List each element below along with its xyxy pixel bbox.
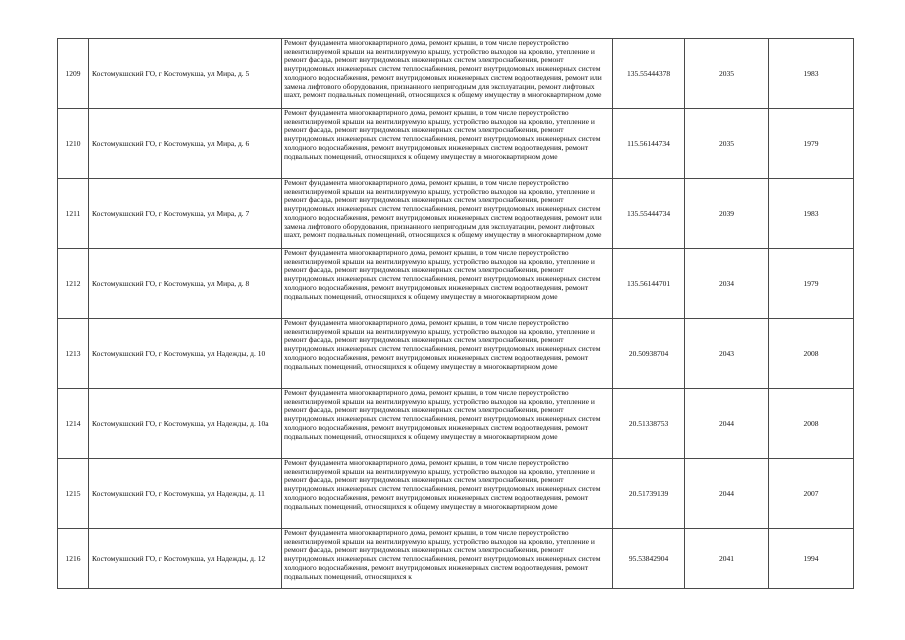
works-cell bbox=[282, 39, 613, 109]
cost-cell: 135.55444378 bbox=[613, 39, 685, 109]
address-cell: Костомукшский ГО, г Костомукша, ул Мира, д. 7 bbox=[89, 179, 282, 249]
planned-year-cell: 2044 bbox=[685, 389, 769, 459]
table-row bbox=[58, 109, 854, 179]
works-text: Ремонт фундамента многоквартирного дома, ремонт крыши, в том числе переустройство невентилируемой крыши на вентилируемую крышу, устройство выходов на кровлю, утепление и ремонт фасада, ремонт внутридомовых инженерных систем электроснабжения, ремонт внутридомовых инженерных систем теплоснабжения, ремонт внутридомовых инженерных систем холодного водоснабжения, ремонт внутридомовых инженерных систем водоотведения, ремонт подвальных помещений, относящихся к общему имуществу в многоквартирном доме bbox=[284, 319, 601, 371]
built-year-cell: 2008 bbox=[769, 389, 854, 459]
table-row bbox=[58, 459, 854, 529]
built-year-cell: 2008 bbox=[769, 319, 854, 389]
built-year-cell: 1983 bbox=[769, 39, 854, 109]
works-cell bbox=[282, 459, 613, 529]
works-text: Ремонт фундамента многоквартирного дома, ремонт крыши, в том числе переустройство невентилируемой крыши на вентилируемую крышу, устройство выходов на кровлю, утепление и ремонт фасада, ремонт внутридомовых инженерных систем электроснабжения, ремонт внутридомовых инженерных систем теплоснабжения, ремонт внутридомовых инженерных систем холодного водоснабжения, ремонт внутридомовых инженерных систем водоотведения, ремонт или замена лифтового оборудования, признанного непригодным для эксплуатации, ремонт лифтовых шахт, ремонт подвальных помещений, относящихся к общему имуществу в многоквартирном доме bbox=[284, 39, 602, 100]
works-cell bbox=[282, 389, 613, 459]
row-number: 1216 bbox=[58, 529, 89, 589]
table-row bbox=[58, 179, 854, 249]
address-cell: Костомукшский ГО, г Костомукша, ул Надежды, д. 11 bbox=[89, 459, 282, 529]
row-number: 1213 bbox=[58, 319, 89, 389]
works-text: Ремонт фундамента многоквартирного дома, ремонт крыши, в том числе переустройство невентилируемой крыши на вентилируемую крышу, устройство выходов на кровлю, утепление и ремонт фасада, ремонт внутридомовых инженерных систем электроснабжения, ремонт внутридомовых инженерных систем теплоснабжения, ремонт внутридомовых инженерных систем холодного водоснабжения, ремонт внутридомовых инженерных систем водоотведения, ремонт подвальных помещений, относящихся к общему имуществу в многоквартирном доме bbox=[284, 249, 601, 301]
built-year-cell: 1994 bbox=[769, 529, 854, 589]
table-row bbox=[58, 39, 854, 109]
row-number: 1212 bbox=[58, 249, 89, 319]
table-row bbox=[58, 389, 854, 459]
address-cell: Костомукшский ГО, г Костомукша, ул Надежды, д. 10 bbox=[89, 319, 282, 389]
built-year-cell: 1979 bbox=[769, 109, 854, 179]
planned-year-cell: 2043 bbox=[685, 319, 769, 389]
cost-cell: 135.56144701 bbox=[613, 249, 685, 319]
address-cell: Костомукшский ГО, г Костомукша, ул Мира, д. 5 bbox=[89, 39, 282, 109]
works-text: Ремонт фундамента многоквартирного дома, ремонт крыши, в том числе переустройство невентилируемой крыши на вентилируемую крышу, устройство выходов на кровлю, утепление и ремонт фасада, ремонт внутридомовых инженерных систем электроснабжения, ремонт внутридомовых инженерных систем теплоснабжения, ремонт внутридомовых инженерных систем холодного водоснабжения, ремонт внутридомовых инженерных систем водоотведения, ремонт подвальных помещений, относящихся к общему имуществу в многоквартирном доме bbox=[284, 389, 601, 441]
address-cell: Костомукшский ГО, г Костомукша, ул Надежды, д. 10а bbox=[89, 389, 282, 459]
built-year-cell: 1983 bbox=[769, 179, 854, 249]
address-cell: Костомукшский ГО, г Костомукша, ул Мира, д. 6 bbox=[89, 109, 282, 179]
works-text: Ремонт фундамента многоквартирного дома, ремонт крыши, в том числе переустройство невентилируемой крыши на вентилируемую крышу, устройство выходов на кровлю, утепление и ремонт фасада, ремонт внутридомовых инженерных систем электроснабжения, ремонт внутридомовых инженерных систем теплоснабжения, ремонт внутридомовых инженерных систем холодного водоснабжения, ремонт внутридомовых инженерных систем водоотведения, ремонт или замена лифтового оборудования, признанного непригодным для эксплуатации, ремонт лифтовых шахт, ремонт подвальных помещений, относящихся к общему имуществу в многоквартирном доме bbox=[284, 179, 602, 240]
cost-cell: 115.56144734 bbox=[613, 109, 685, 179]
planned-year-cell: 2044 bbox=[685, 459, 769, 529]
built-year-cell: 2007 bbox=[769, 459, 854, 529]
planned-year-cell: 2041 bbox=[685, 529, 769, 589]
row-number: 1211 bbox=[58, 179, 89, 249]
address-cell: Костомукшский ГО, г Костомукша, ул Мира, д. 8 bbox=[89, 249, 282, 319]
cost-cell: 135.55444734 bbox=[613, 179, 685, 249]
cost-cell: 20.51739139 bbox=[613, 459, 685, 529]
works-cell bbox=[282, 529, 613, 589]
cost-cell: 20.50938704 bbox=[613, 319, 685, 389]
table-row bbox=[58, 529, 854, 589]
row-number: 1215 bbox=[58, 459, 89, 529]
works-cell bbox=[282, 249, 613, 319]
table-row bbox=[58, 249, 854, 319]
built-year-cell: 1979 bbox=[769, 249, 854, 319]
works-cell bbox=[282, 109, 613, 179]
works-cell bbox=[282, 319, 613, 389]
planned-year-cell: 2035 bbox=[685, 39, 769, 109]
row-number: 1210 bbox=[58, 109, 89, 179]
planned-year-cell: 2035 bbox=[685, 109, 769, 179]
address-cell: Костомукшский ГО, г Костомукша, ул Надежды, д. 12 bbox=[89, 529, 282, 589]
works-text: Ремонт фундамента многоквартирного дома, ремонт крыши, в том числе переустройство невентилируемой крыши на вентилируемую крышу, устройство выходов на кровлю, утепление и ремонт фасада, ремонт внутридомовых инженерных систем электроснабжения, ремонт внутридомовых инженерных систем теплоснабжения, ремонт внутридомовых инженерных систем холодного водоснабжения, ремонт внутридомовых инженерных систем водоотведения, ремонт подвальных помещений, относящихся к общему имуществу в многоквартирном доме bbox=[284, 109, 601, 161]
cost-cell: 95.53842904 bbox=[613, 529, 685, 589]
planned-year-cell: 2034 bbox=[685, 249, 769, 319]
works-cell bbox=[282, 179, 613, 249]
cost-cell: 20.51338753 bbox=[613, 389, 685, 459]
works-text: Ремонт фундамента многоквартирного дома, ремонт крыши, в том числе переустройство невентилируемой крыши на вентилируемую крышу, устройство выходов на кровлю, утепление и ремонт фасада, ремонт внутридомовых инженерных систем электроснабжения, ремонт внутридомовых инженерных систем теплоснабжения, ремонт внутридомовых инженерных систем холодного водоснабжения, ремонт внутридомовых инженерных систем водоотведения, ремонт подвальных помещений, относящихся к bbox=[284, 529, 601, 581]
row-number: 1214 bbox=[58, 389, 89, 459]
capital-repair-table bbox=[57, 38, 854, 589]
row-number: 1209 bbox=[58, 39, 89, 109]
planned-year-cell: 2039 bbox=[685, 179, 769, 249]
works-text: Ремонт фундамента многоквартирного дома, ремонт крыши, в том числе переустройство невентилируемой крыши на вентилируемую крышу, устройство выходов на кровлю, утепление и ремонт фасада, ремонт внутридомовых инженерных систем электроснабжения, ремонт внутридомовых инженерных систем теплоснабжения, ремонт внутридомовых инженерных систем холодного водоснабжения, ремонт внутридомовых инженерных систем водоотведения, ремонт подвальных помещений, относящихся к общему имуществу в многоквартирном доме bbox=[284, 459, 601, 511]
table-row bbox=[58, 319, 854, 389]
